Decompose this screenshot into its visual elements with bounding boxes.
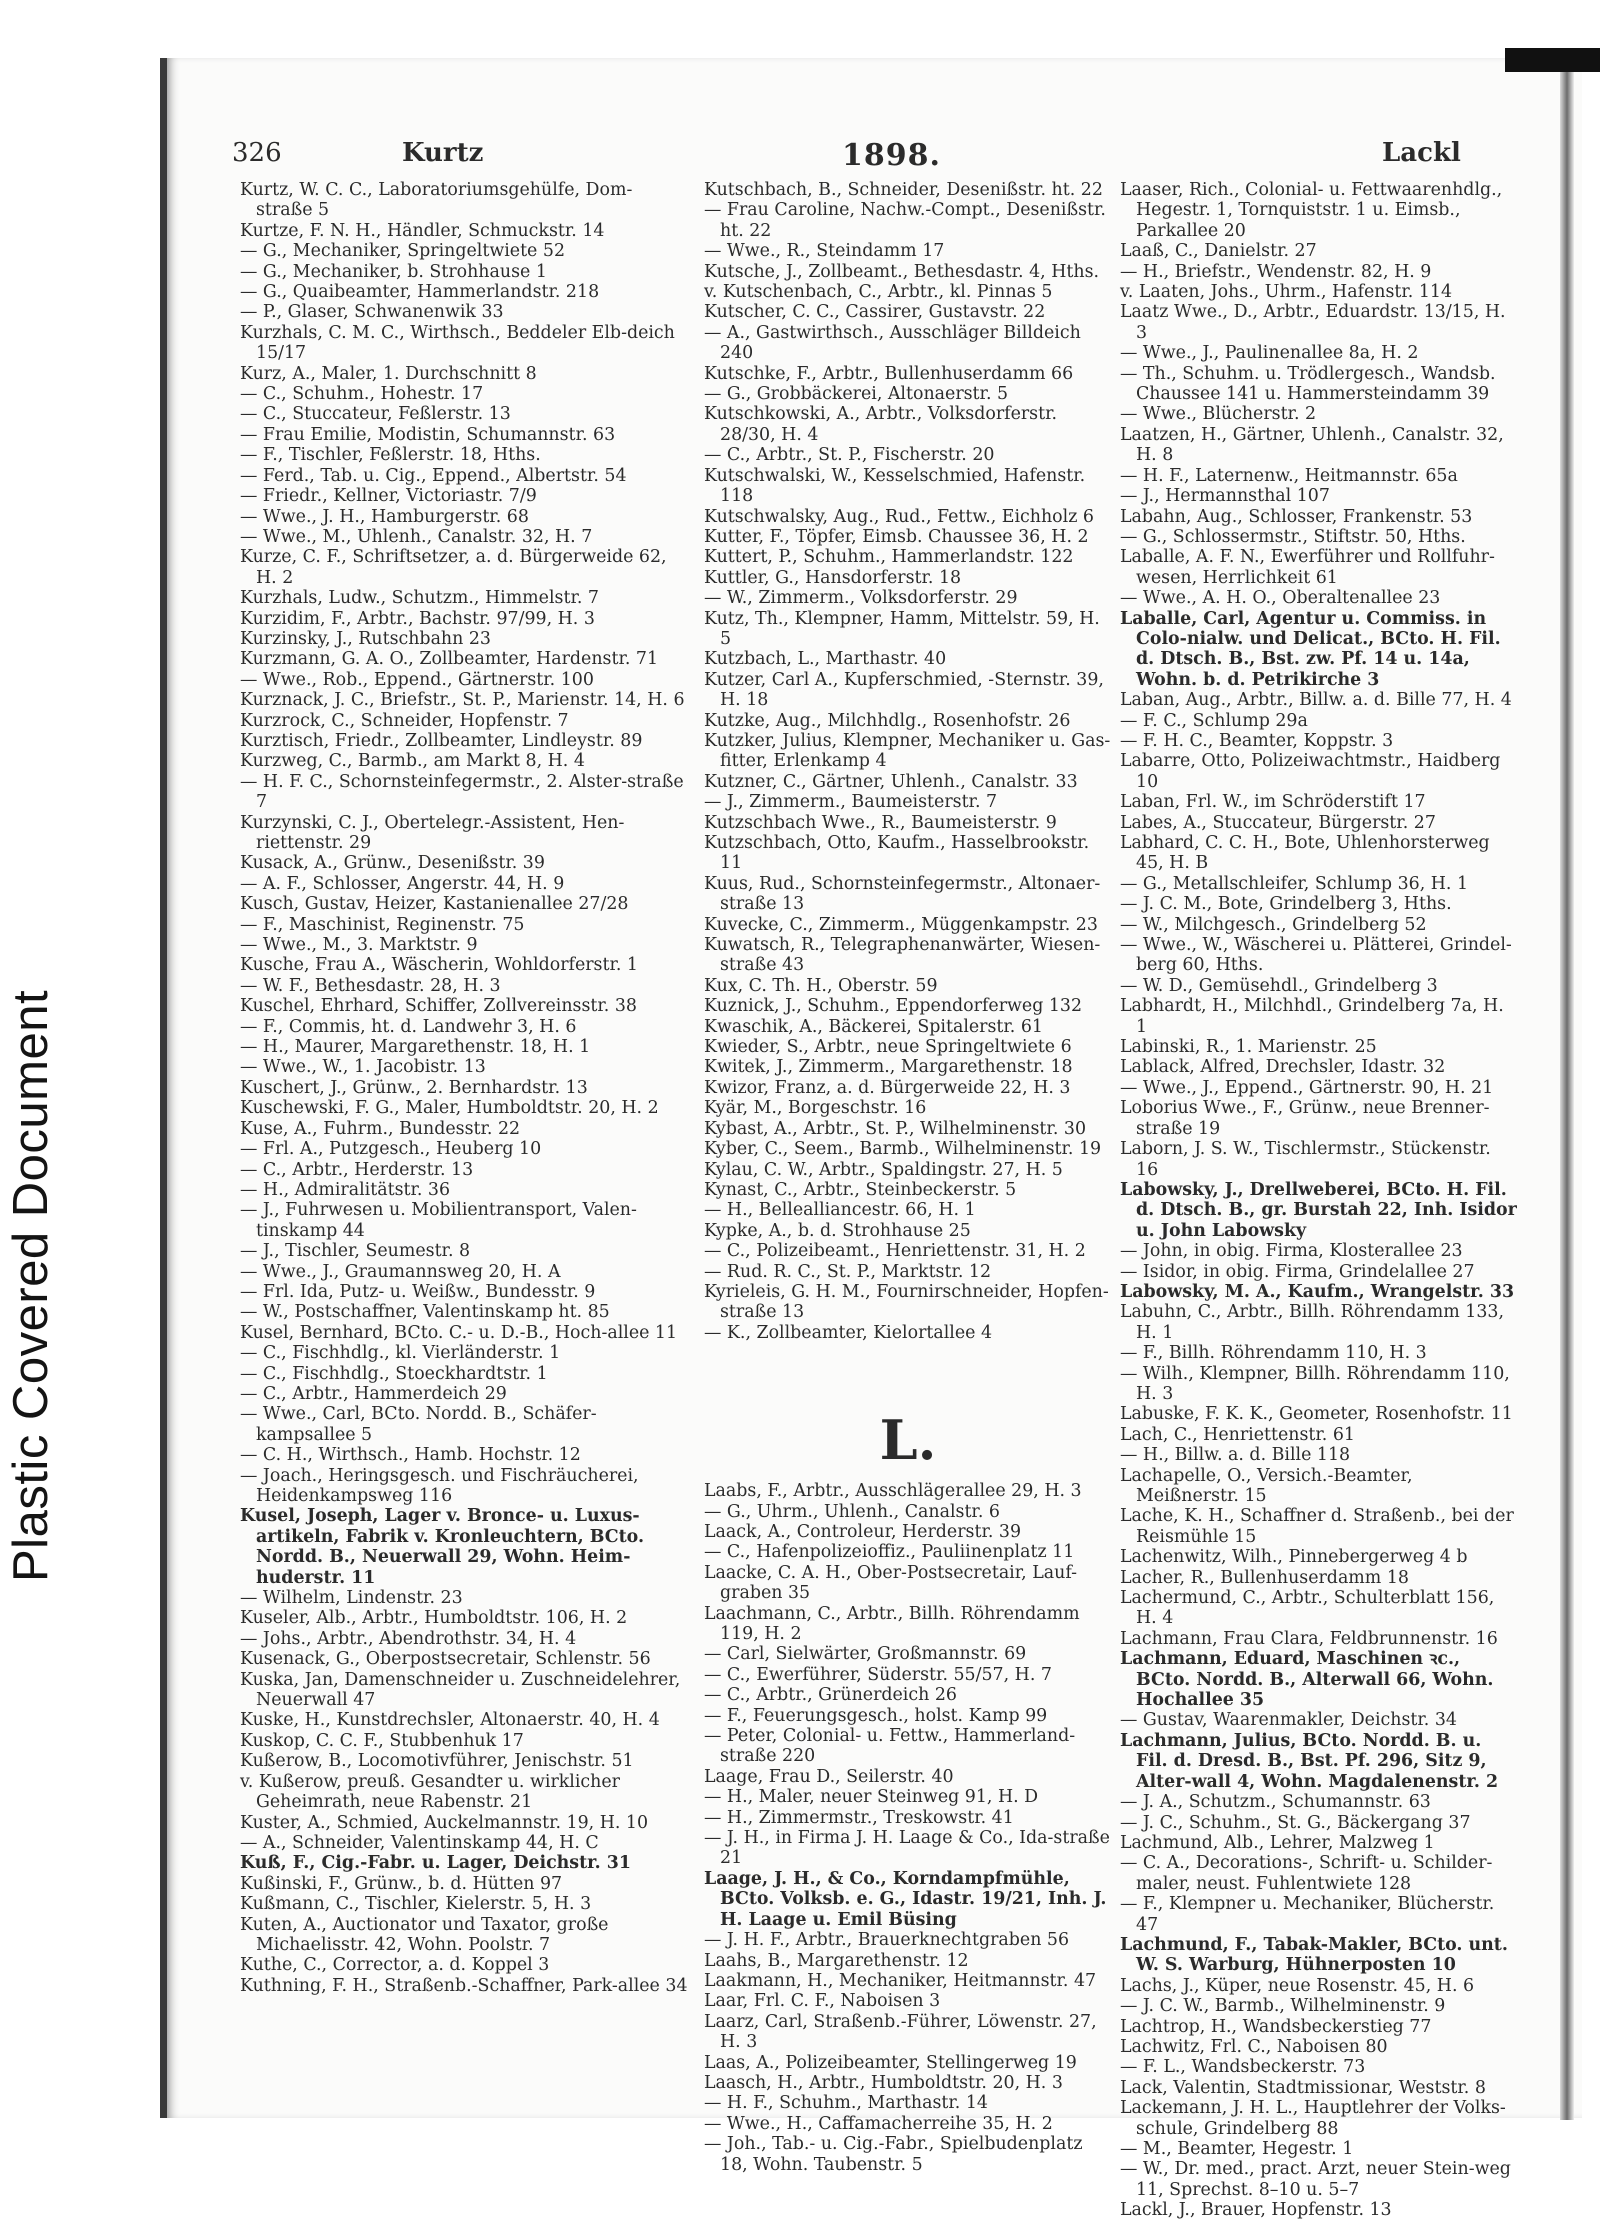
directory-entry: — Wwe., H., Caffamacherreihe 35, H. 2 [704,2113,1053,2134]
directory-entry: Kutz, Th., Klempner, Hamm, Mittelstr. 59, H. 5 [704,608,1100,649]
directory-entry: Lachmann, Eduard, Maschinen ꝛc., BCto. Nordd. B., Alterwall 66, Wohn. Hochallee 35 [1120,1649,1494,1711]
directory-entry: — Frl. A., Putzgesch., Heuberg 10 [240,1139,542,1160]
directory-entry: — J., Hermannsthal 107 [1120,486,1330,507]
directory-entry: Kurzhals, C. M. C., Wirthsch., Beddeler Elb-deich 15/17 [240,322,675,364]
directory-entry: Kuske, H., Kunstdrechsler, Altonaerstr. 40, H. 4 [240,1710,660,1731]
directory-entry: Kuschewski, F. G., Maler, Humboldtstr. 20, H. 2 [240,1098,659,1119]
directory-entry: — H., Maurer, Margarethenstr. 18, H. 1 [240,1037,591,1058]
directory-entry: — J. A., Schutzm., Schumannstr. 63 [1120,1792,1431,1813]
directory-entry: Laage, J. H., & Co., Korndampfmühle, BCto. Volksb. e. G., Idastr. 19/21, Inh. J. H. Laage u. Emil Büsing [704,1868,1107,1930]
directory-entry: Laaser, Rich., Colonial- u. Fettwaarenhdlg., Hegestr. 1, Tornquiststr. 1 u. Eimsb., Parkallee 20 [1120,180,1503,241]
directory-entry: Lablack, Alfred, Drechsler, Idastr. 32 [1120,1057,1446,1078]
directory-entry: Kutzker, Julius, Klempner, Mechaniker u. Gas-fitter, Erlenkamp 4 [704,730,1111,772]
directory-entry: Kurzinsky, J., Rutschbahn 23 [240,628,491,649]
directory-entry: Lack, Valentin, Stadtmissionar, Weststr. 8 [1120,2077,1486,2098]
directory-entry: — F., Feuerungsgesch., holst. Kamp 99 [704,1705,1048,1726]
directory-entry: Lachwitz, Frl. C., Naboisen 80 [1120,2036,1388,2057]
directory-entry: — Wwe., J., Graumannsweg 20, H. A [240,1261,561,1282]
directory-entry: Laar, Frl. C. F., Naboisen 3 [704,1991,941,2012]
directory-entry: — C., Arbtr., Herderstr. 13 [240,1159,474,1180]
directory-entry: Kuwatsch, R., Telegraphenanwärter, Wiesen-straße 43 [704,935,1101,976]
directory-entry: — Joach., Heringsgesch. und Fischräucherei, Heidenkampsweg 116 [240,1465,639,1506]
directory-entry: Kutsche, J., Zollbeamt., Bethesdastr. 4, Hths. [704,261,1100,282]
directory-entry: — J. C. M., Bote, Grindelberg 3, Hths. [1120,894,1452,915]
directory-entry: Labowsky, J., Drellweberei, BCto. H. Fil. d. Dtsch. B., gr. Burstah 22, Inh. Isidor u. John Labowsky [1120,1179,1517,1241]
directory-entry: Kylau, C. W., Arbtr., Spaldingstr. 27, H. 5 [704,1159,1063,1180]
directory-entry: Kuznick, J., Schuhm., Eppendorferweg 132 [704,996,1083,1017]
directory-column-3 [1120,180,1518,2221]
directory-entry: Kuus, Rud., Schornsteinfegermstr., Altonaer-straße 13 [704,873,1101,915]
directory-entry: — J. C. W., Barmb., Wilhelminenstr. 9 [1120,1996,1446,2017]
directory-entry: Lach, C., Henriettenstr. 61 [1120,1424,1355,1445]
corner-tab [1505,48,1600,72]
directory-entry: — C., Fischhdlg., kl. Vierländerstr. 1 [240,1343,561,1364]
directory-entry: Kutzke, Aug., Milchhdlg., Rosenhofstr. 26 [704,710,1071,731]
directory-entry: — Wwe., M., Uhlenh., Canalstr. 32, H. 7 [240,526,593,547]
directory-entry: Kusel, Joseph, Lager v. Bronce- u. Luxus-artikeln, Fabrik v. Kronleuchtern, BCto. Nordd. B., Neuerwall 29, Wohn. Heim-huderstr. 11 [240,1506,645,1588]
directory-entry: — C., Arbtr., Hammerdeich 29 [240,1383,507,1404]
directory-entry: — J. H., in Firma J. H. Laage & Co., Ida-straße 21 [704,1828,1110,1869]
directory-entry: Kuttler, G., Hansdorferstr. 18 [704,567,962,588]
directory-entry: Laacke, C. A. H., Ober-Postsecretair, Lauf-graben 35 [704,1562,1078,1604]
directory-entry: — J., Zimmerm., Baumeisterstr. 7 [704,792,998,813]
directory-entry: Kuten, A., Auctionator und Taxator, große Michaelisstr. 42, Wohn. Poolstr. 7 [240,1914,609,1955]
directory-entry: Labuske, F. K. K., Geometer, Rosenhofstr. 11 [1120,1404,1513,1425]
directory-entry: — M., Beamter, Hegestr. 1 [1120,2139,1354,2159]
directory-entry: — Wwe., Rob., Eppend., Gärtnerstr. 100 [240,669,594,690]
directory-entry: — Ferd., Tab. u. Cig., Eppend., Albertstr. 54 [240,465,627,486]
directory-entry: Kusel, Bernhard, BCto. C.- u. D.-B., Hoch-allee 11 [240,1322,678,1343]
running-head-year: 1898. [842,138,941,173]
directory-entry: Laaß, C., Danielstr. 27 [1120,241,1317,262]
directory-entry: Kurz, A., Maler, 1. Durchschnitt 8 [240,363,537,384]
directory-entry: Kutzschbach Wwe., R., Baumeisterstr. 9 [704,812,1057,833]
directory-entry: Labhard, C. C. H., Bote, Uhlenhorsterweg 45, H. B [1120,833,1490,874]
directory-entry: Kuskop, C. C. F., Stubbenhuk 17 [240,1730,524,1751]
directory-entry: Kwieder, S., Arbtr., neue Springeltwiete 6 [704,1037,1072,1058]
directory-entry: Kusack, A., Grünw., Desenißstr. 39 [240,853,545,874]
directory-entry: — A., Schneider, Valentinskamp 44, H. C [240,1832,599,1853]
directory-entry: Kußerow, B., Locomotivführer, Jenischstr. 51 [240,1751,634,1772]
side-label: Plastic Covered Document [4,989,58,1582]
directory-entry: — J. C., Schuhm., St. G., Bäckergang 37 [1120,1812,1471,1833]
directory-entry: — P., Glaser, Schwanenwik 33 [240,302,504,323]
directory-entry: — H., Briefstr., Wendenstr. 82, H. 9 [1120,261,1432,282]
directory-entry: — Th., Schuhm. u. Trödlergesch., Wandsb. Chaussee 141 u. Hammersteindamm 39 [1120,363,1496,405]
directory-entry: Kuse, A., Fuhrm., Bundesstr. 22 [240,1118,521,1139]
directory-entry: — W., Zimmerm., Volksdorferstr. 29 [704,588,1018,609]
directory-entry: — C., Stuccateur, Feßlerstr. 13 [240,404,511,425]
section-letter-heading: L. [879,1408,937,1473]
directory-entry: — G., Mechaniker, Springeltwiete 52 [240,241,566,262]
directory-entry: — F. H. C., Beamter, Koppstr. 3 [1120,730,1394,751]
directory-entry: Laasch, H., Arbtr., Humboldtstr. 20, H. 3 [704,2072,1063,2093]
directory-entry: Labarre, Otto, Polizeiwachtmstr., Haidberg 10 [1120,751,1501,792]
directory-entry: Kwitek, J., Zimmerm., Margarethenstr. 18 [704,1057,1073,1078]
directory-entry: — Gustav, Waarenmakler, Deichstr. 34 [1120,1710,1457,1731]
directory-entry: Kutter, F., Töpfer, Eimsb. Chaussee 36, H. 2 [704,526,1089,547]
running-head-left: Kurtz [402,138,484,168]
directory-entry: — Carl, Sielwärter, Großmannstr. 69 [704,1644,1027,1665]
directory-entry: — C., Arbtr., St. P., Fischerstr. 20 [704,445,995,466]
directory-entry: — Wwe., W., Wäscherei u. Plätterei, Grindel-berg 60, Hths. [1120,935,1512,976]
directory-entry: — W., Dr. med., pract. Arzt, neuer Stein-weg 11, Sprechst. 8–10 u. 5–7 [1120,2159,1511,2200]
page-number: 326 [232,138,282,168]
directory-entry: Kusche, Frau A., Wäscherin, Wohldorferstr. 1 [240,955,638,976]
directory-entry: Kußinski, F., Grünw., b. d. Hütten 97 [240,1873,563,1894]
directory-entry: Lachenwitz, Wilh., Pinnebergerweg 4 b [1120,1547,1468,1568]
directory-entry: — Wwe., M., 3. Marktstr. 9 [240,935,478,956]
directory-entry: Kutschwalsky, Aug., Rud., Fettw., Eichholz 6 [704,506,1094,527]
directory-entry: — Wwe., J., Eppend., Gärtnerstr. 90, H. 21 [1120,1077,1494,1098]
directory-entry: Kux, C. Th. H., Oberstr. 59 [704,975,938,996]
directory-entry: Laack, A., Controleur, Herderstr. 39 [704,1521,1022,1542]
directory-entry: — W. F., Bethesdastr. 28, H. 3 [240,975,501,996]
running-head-right: Lackl [1382,138,1461,168]
directory-entry: Labuhn, C., Arbtr., Billh. Röhrendamm 133, H. 1 [1120,1302,1504,1343]
directory-entry: — H., Zimmermstr., Treskowstr. 41 [704,1807,1014,1828]
directory-entry: — C., Ewerführer, Süderstr. 55/57, H. 7 [704,1664,1052,1685]
directory-entry: — H., Bellealliancestr. 66, H. 1 [704,1200,976,1221]
directory-entry: Kypke, A., b. d. Strohhause 25 [704,1220,971,1241]
directory-entry: Lachmann, Julius, BCto. Nordd. B. u. Fil. d. Dresd. B., Bst. Pf. 296, Sitz 9, Alter-wall 4, Wohn. Magdalenenstr. 2 [1120,1730,1499,1792]
directory-entry: Kwaschik, A., Bäckerei, Spitalerstr. 61 [704,1016,1043,1037]
directory-entry: — H. F. C., Schornsteinfegermstr., 2. Alster-straße 7 [240,771,684,813]
directory-entry: — J. H. F., Arbtr., Brauerknechtgraben 56 [704,1930,1070,1951]
directory-entry: — C., Hafenpolizeioffiz., Pauliinenplatz 11 [704,1542,1075,1563]
directory-entry: Lachtrop, H., Wandsbeckerstieg 77 [1120,2016,1432,2037]
directory-entry: — Wwe., J., Paulinenallee 8a, H. 2 [1120,343,1419,364]
directory-entry: Laarz, Carl, Straßenb.-Führer, Löwenstr. 27, H. 3 [704,2011,1097,2053]
directory-entry: — F., Billh. Röhrendamm 110, H. 3 [1120,1343,1427,1364]
directory-entry: — Wwe., R., Steindamm 17 [704,241,945,262]
directory-entry: — Johs., Arbtr., Abendrothstr. 34, H. 4 [240,1628,577,1649]
directory-entry: — W., Milchgesch., Grindelberg 52 [1120,914,1427,935]
directory-column-2 [704,180,1112,2175]
directory-entry: Lacher, R., Bullenhuserdamm 18 [1120,1567,1409,1588]
directory-entry: Kutzer, Carl A., Kupferschmied, -Sternstr. 39, H. 18 [704,669,1104,711]
directory-entry: Kutschke, F., Arbtr., Bullenhuserdamm 66 [704,363,1074,384]
directory-entry: Kuthning, F. H., Straßenb.-Schaffner, Park-allee 34 [240,1975,688,1996]
directory-entry: — H., Maler, neuer Steinweg 91, H. D [704,1787,1039,1808]
directory-entry: Laborn, J. S. W., Tischlermstr., Stückenstr. 16 [1120,1139,1491,1180]
directory-entry: — G., Uhrm., Uhlenh., Canalstr. 6 [704,1501,1000,1522]
directory-entry: Kurzmann, G. A. O., Zollbeamter, Hardenstr. 71 [240,649,659,670]
directory-entry: — C. H., Wirthsch., Hamb. Hochstr. 12 [240,1445,581,1466]
directory-entry: Laahs, B., Margarethenstr. 12 [704,1950,969,1971]
directory-entry: — F., Klempner u. Mechaniker, Blücherstr. 47 [1120,1894,1495,1935]
directory-entry: Laas, A., Polizeibeamter, Stellingerweg 19 [704,2052,1077,2073]
directory-entry: Kußmann, C., Tischler, Kielerstr. 5, H. 3 [240,1894,592,1915]
page-header [232,138,1527,174]
directory-entry: — G., Schlossermstr., Stiftstr. 50, Hths. [1120,526,1466,547]
directory-entry: — Frl. Ida, Putz- u. Weißw., Bundesstr. 9 [240,1281,596,1302]
directory-entry: — J., Tischler, Seumestr. 8 [240,1241,471,1262]
directory-entry: — Frau Emilie, Modistin, Schumannstr. 63 [240,424,616,445]
directory-entry: — Friedr., Kellner, Victoriastr. 7/9 [240,486,537,507]
directory-entry: — Joh., Tab.- u. Cig.-Fabr., Spielbudenplatz 18, Wohn. Taubenstr. 5 [704,2134,1083,2175]
directory-entry: Kurtze, F. N. H., Händler, Schmuckstr. 14 [240,220,605,241]
directory-entry: — Peter, Colonial- u. Fettw., Hammerland-straße 220 [704,1726,1076,1767]
directory-entry: Kurzynski, C. J., Obertelegr.-Assistent, Hen-riettenstr. 29 [240,812,625,853]
directory-entry: Kurzhals, Ludw., Schutzm., Himmelstr. 7 [240,588,599,609]
directory-entry: Kurtz, W. C. C., Laboratoriumsgehülfe, Dom-straße 5 [240,180,633,221]
directory-entry: Laage, Frau D., Seilerstr. 40 [704,1766,954,1787]
directory-entry: — Wwe., W., 1. Jacobistr. 13 [240,1057,486,1078]
directory-entry: Kuttert, P., Schuhm., Hammerlandstr. 122 [704,547,1074,568]
directory-entry: Kybast, A., Arbtr., St. P., Wilhelminenstr. 30 [704,1118,1087,1139]
directory-entry: — G., Mechaniker, b. Strohhause 1 [240,261,547,282]
directory-entry: Lachmund, Alb., Lehrer, Malzweg 1 [1120,1832,1435,1853]
directory-entry: Kutschbach, B., Schneider, Desenißstr. ht. 22 [704,180,1103,200]
directory-entry: — F., Tischler, Feßlerstr. 18, Hths. [240,445,541,466]
directory-entry: — C., Arbtr., Grünerdeich 26 [704,1685,957,1706]
directory-entry: Kuster, A., Schmied, Auckelmannstr. 19, H. 10 [240,1812,649,1833]
directory-entry: Kuschel, Ehrhard, Schiffer, Zollvereinsstr. 38 [240,996,637,1017]
directory-entry: Kuthe, C., Corrector, a. d. Koppel 3 [240,1955,550,1976]
directory-entry: v. Laaten, Johs., Uhrm., Hafenstr. 114 [1120,282,1453,303]
directory-entry: Laballe, Carl, Agentur u. Commiss. in Colo-nialw. und Delicat., BCto. H. Fil. d. Dtsch. B., Bst. zw. Pf. 14 u. 14a, Wohn. b. d. Petrikirche 3 [1120,608,1501,690]
directory-entry: — Wilh., Klempner, Billh. Röhrendamm 110, H. 3 [1120,1363,1510,1404]
directory-entry: Laabs, F., Arbtr., Ausschlägerallee 29, H. 3 [704,1481,1082,1502]
directory-entry: Kyär, M., Borgeschstr. 16 [704,1098,927,1119]
directory-entry: Laakmann, H., Mechaniker, Heitmannstr. 47 [704,1970,1097,1991]
directory-entry: Kyrieleis, G. H. M., Fournirschneider, Hopfen-straße 13 [704,1281,1109,1323]
directory-entry: Laachmann, C., Arbtr., Billh. Röhrendamm 119, H. 2 [704,1603,1080,1644]
directory-entry: — F., Maschinist, Reginenstr. 75 [240,914,525,935]
directory-entry: Lachapelle, O., Versich.-Beamter, Meißnerstr. 15 [1120,1465,1413,1506]
directory-entry: Kurzrock, C., Schneider, Hopfenstr. 7 [240,710,569,731]
directory-entry: — H. F., Schuhm., Marthastr. 14 [704,2093,988,2114]
directory-entry: Kurztisch, Friedr., Zollbeamter, Lindleystr. 89 [240,730,643,751]
directory-entry: — W., Postschaffner, Valentinskamp ht. 85 [240,1302,610,1323]
directory-entry: Labinski, R., 1. Marienstr. 25 [1120,1037,1377,1058]
directory-entry: — J., Fuhrwesen u. Mobilientransport, Valen-tinskamp 44 [240,1200,637,1241]
directory-entry: — Isidor, in obig. Firma, Grindelallee 27 [1120,1261,1475,1282]
directory-entry: v. Kutschenbach, C., Arbtr., kl. Pinnas 5 [704,282,1053,303]
directory-entry: Loborius Wwe., F., Grünw., neue Brenner-straße 19 [1120,1098,1490,1139]
directory-entry: — Frau Caroline, Nachw.-Compt., Desenißstr. ht. 22 [704,200,1106,241]
directory-entry: — W. D., Gemüsehdl., Grindelberg 3 [1120,975,1438,996]
directory-entry: — Wwe., A. H. O., Oberaltenallee 23 [1120,588,1441,609]
directory-entry: — Wwe., Blücherstr. 2 [1120,404,1317,425]
directory-entry: Kuschert, J., Grünw., 2. Bernhardstr. 13 [240,1077,588,1098]
directory-entry: — A., Gastwirthsch., Ausschläger Billdeich 240 [704,322,1081,364]
directory-entry: Kuvecke, C., Zimmerm., Müggenkampstr. 23 [704,914,1098,935]
directory-entry: Kwizor, Franz, a. d. Bürgerweide 22, H. 3 [704,1077,1071,1098]
directory-entry: Kuska, Jan, Damenschneider u. Zuschneidelehrer, Neuerwall 47 [240,1669,681,1711]
directory-entry: — John, in obig. Firma, Klosterallee 23 [1120,1241,1463,1262]
directory-entry: Kurznack, J. C., Briefstr., St. P., Marienstr. 14, H. 6 [240,690,685,711]
directory-entry: Kusch, Gustav, Heizer, Kastanienallee 27/28 [240,894,629,915]
directory-entry: — H., Admiralitätstr. 36 [240,1179,451,1200]
directory-entry: Labowsky, M. A., Kaufm., Wrangelstr. 33 [1120,1281,1515,1302]
directory-entry: Lackemann, J. H. L., Hauptlehrer der Volks-schule, Grindelberg 88 [1120,2098,1506,2139]
directory-entry: Kutschkowski, A., Arbtr., Volksdorferstr. 28/30, H. 4 [704,404,1058,445]
directory-column-1 [240,180,688,1996]
directory-entry: — Wwe., J. H., Hamburgerstr. 68 [240,506,529,527]
directory-entry: — F., Commis, ht. d. Landwehr 3, H. 6 [240,1016,577,1037]
directory-entry: — A. F., Schlosser, Angerstr. 44, H. 9 [240,873,565,894]
directory-entry: — C., Schuhm., Hohestr. 17 [240,384,484,405]
directory-entry: Laban, Aug., Arbtr., Billw. a. d. Bille 77, H. 4 [1120,690,1512,711]
directory-entry: Kyber, C., Seem., Barmb., Wilhelminenstr. 19 [704,1139,1102,1160]
directory-entry: — Rud. R. C., St. P., Marktstr. 12 [704,1261,992,1282]
directory-entry: Lachmund, F., Tabak-Makler, BCto. unt. W. S. Warburg, Hühnerposten 10 [1120,1934,1508,1976]
directory-entry: — C., Fischhdlg., Stoeckhardtstr. 1 [240,1363,548,1384]
directory-entry: Labahn, Aug., Schlosser, Frankenstr. 53 [1120,506,1473,527]
directory-entry: Kuseler, Alb., Arbtr., Humboldtstr. 106, H. 2 [240,1608,628,1629]
directory-entry: Laatzen, H., Gärtner, Uhlenh., Canalstr. 32, H. 8 [1120,424,1504,466]
directory-entry: Laballe, A. F. N., Ewerführer und Rollfuhr-wesen, Herrlichkeit 61 [1120,547,1495,588]
directory-entry: Kurzweg, C., Barmb., am Markt 8, H. 4 [240,751,585,772]
directory-entry: — F. C., Schlump 29a [1120,710,1308,731]
directory-entry: — Wwe., Carl, BCto. Nordd. B., Schäfer-kampsallee 5 [240,1404,597,1445]
directory-entry: Kurzidim, F., Arbtr., Bachstr. 97/99, H. 3 [240,608,595,629]
directory-entry: Lackl, J., Brauer, Hopfenstr. 13 [1120,2200,1392,2221]
directory-entry: — G., Grobbäckerei, Altonaerstr. 5 [704,384,1009,405]
directory-entry: — G., Quaibeamter, Hammerlandstr. 218 [240,282,600,303]
directory-entry: Kutzner, C., Gärtner, Uhlenh., Canalstr. 33 [704,771,1078,792]
directory-entry: Kutscher, C. C., Cassirer, Gustavstr. 22 [704,302,1046,323]
directory-entry: Laatz Wwe., D., Arbtr., Eduardstr. 13/15, H. 3 [1120,302,1506,343]
directory-entry: — F. L., Wandsbeckerstr. 73 [1120,2057,1366,2078]
directory-entry: Kuß, F., Cig.-Fabr. u. Lager, Deichstr. 31 [240,1853,631,1874]
directory-entry: — C. A., Decorations-, Schrift- u. Schilder-maler, neust. Fuhlentwiete 128 [1120,1853,1493,1894]
directory-entry: — Wilhelm, Lindenstr. 23 [240,1588,463,1609]
directory-entry: Labhardt, H., Milchhdl., Grindelberg 7a, H. 1 [1120,996,1504,1037]
directory-entry: Kutschwalski, W., Kesselschmied, Hafenstr. 118 [704,465,1086,507]
directory-entry: Laban, Frl. W., im Schröderstift 17 [1120,792,1426,813]
directory-entry: Kutzschbach, Otto, Kaufm., Hasselbrookstr. 11 [704,833,1090,874]
directory-entry: Lachs, J., Küper, neue Rosenstr. 45, H. 6 [1120,1975,1475,1996]
page-edge-shadow [1560,60,1574,2120]
directory-entry: Kusenack, G., Oberpostsecretair, Schlenstr. 56 [240,1649,651,1670]
directory-entry: — H., Billw. a. d. Bille 118 [1120,1445,1351,1466]
directory-entry: Lachermund, C., Arbtr., Schulterblatt 156, H. 4 [1120,1588,1495,1629]
directory-entry: Kurze, C. F., Schriftsetzer, a. d. Bürgerweide 62, H. 2 [240,547,667,588]
directory-entry: Kutzbach, L., Marthastr. 40 [704,649,947,670]
directory-entry: v. Kußerow, preuß. Gesandter u. wirklicher Geheimrath, neue Rabenstr. 21 [240,1771,620,1813]
directory-entry: Lachmann, Frau Clara, Feldbrunnenstr. 16 [1120,1628,1498,1649]
directory-entry: Lache, K. H., Schaffner d. Straßenb., bei der Reismühle 15 [1120,1506,1514,1547]
directory-entry: — H. F., Laternenw., Heitmannstr. 65a [1120,465,1458,486]
directory-entry: — C., Polizeibeamt., Henriettenstr. 31, H. 2 [704,1241,1086,1262]
directory-entry: — G., Metallschleifer, Schlump 36, H. 1 [1120,873,1469,894]
directory-entry: Kynast, C., Arbtr., Steinbeckerstr. 5 [704,1179,1017,1200]
directory-entry: Labes, A., Stuccateur, Bürgerstr. 27 [1120,812,1436,833]
directory-entry: — K., Zollbeamter, Kielortallee 4 [704,1322,993,1343]
